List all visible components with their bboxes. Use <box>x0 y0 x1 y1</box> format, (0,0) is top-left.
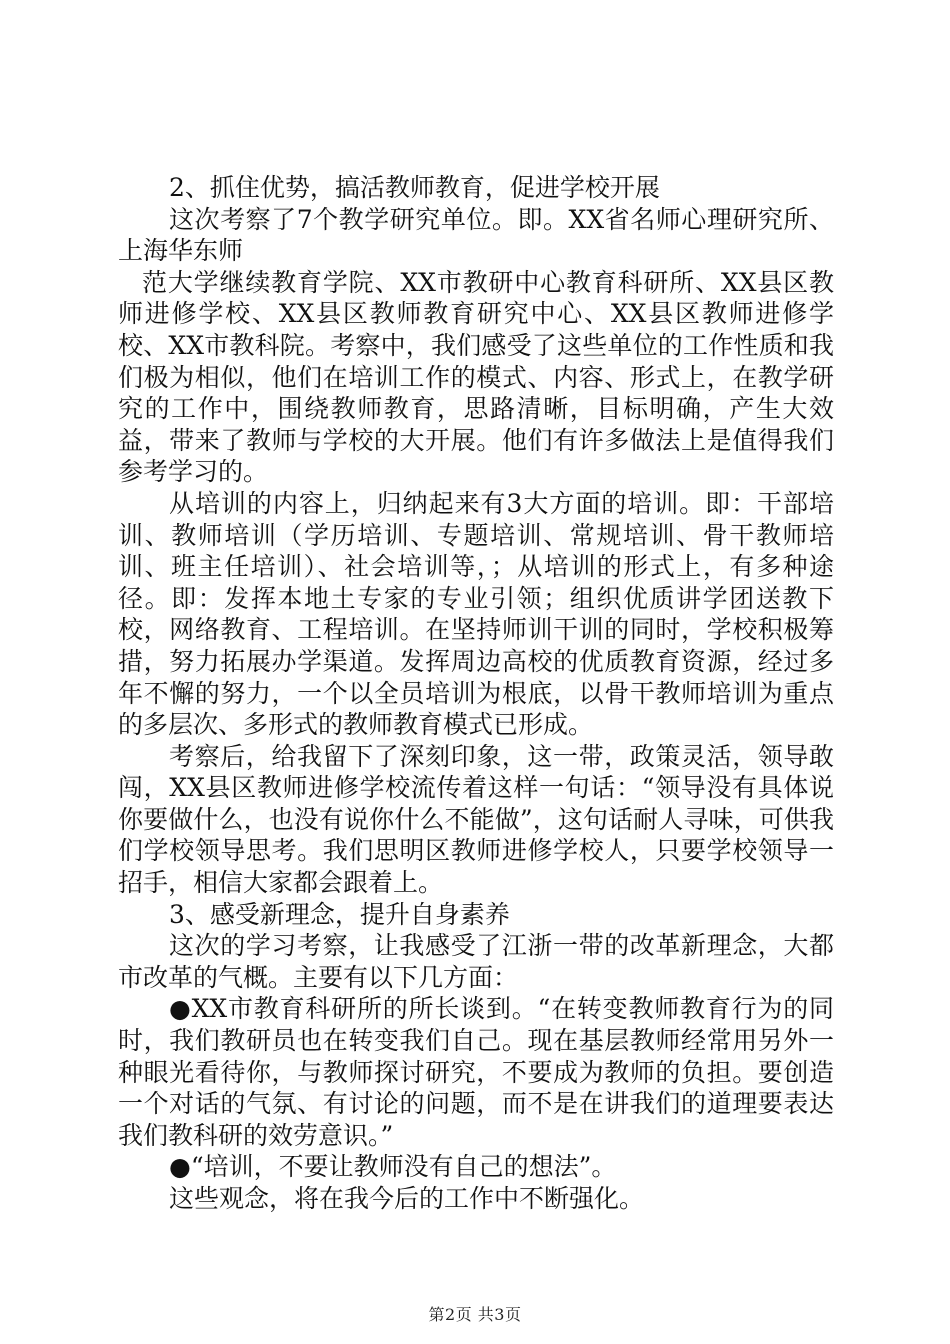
paragraph-2: 从培训的内容上，归纳起来有3大方面的培训。即：干部培训、教师培训（学历培训、专题培训、常规培训、骨干教师培训、班主任培训）、社会培训等，；从培训的形式上，有多种途径。即：发挥本地土专家的专业引领；组织优质讲学团送教下校，网络教育、工程培训。在坚持师训干训的同时，学校积极筹措，努力拓展办学渠道。发挥周边高校的优质教育资源，经过多年不懈的努力，一个以全员培训为根底，以骨干教师培训为重点的多层次、多形式的教师教育模式已形成。 <box>118 488 834 740</box>
paragraph-1a: 这次考察了7个教学研究单位。即。XX省名师心理研究所、上海华东师 <box>118 204 834 266</box>
paragraph-4: 这次的学习考察，让我感受了江浙一带的改革新理念，大都市改革的气概。主要有以下几方面： <box>118 931 834 992</box>
page-footer <box>0 1302 950 1325</box>
page-number: 第2页 共3页 <box>428 1305 522 1324</box>
paragraph-5: 这些观念，将在我今后的工作中不断强化。 <box>169 1184 645 1213</box>
bullet-paragraph-1: ●XX市教育科研所的所长谈到。“在转变教师教育行为的同时，我们教研员也在转变我们自己。现在基层教师经常用另外一种眼光看待你，与教师探讨研究，不要成为教师的负担。要创造一个对话的气氛、有讨论的问题，而不是在讲我们的道理要表达我们教科研的效劳意识。” <box>118 994 834 1150</box>
document-body <box>118 172 834 1215</box>
paragraph-1b: 范大学继续教育学院、XX市教研中心教育科研所、XX县区教师进修学校、XX县区教师教育研究中心、XX县区教师进修学校、XX市教科院。考察中，我们感受了这些单位的工作性质和我们极为相似，他们在培训工作的模式、内容、形式上，在教学研究的工作中，围绕教师教育，思路清晰，目标明确，产生大效益，带来了教师与学校的大开展。他们有许多做法上是值得我们参考学习的。 <box>118 267 834 487</box>
section-2-heading: 2、抓住优势，搞活教师教育，促进学校开展 <box>169 173 660 202</box>
section-3-heading: 3、感受新理念，提升自身素养 <box>169 899 510 929</box>
paragraph-3: 考察后，给我留下了深刻印象，这一带，政策灵活，领导敢闯，XX县区教师进修学校流传着这样一句话：“领导没有具体说你要做什么，也没有说你什么不能做”，这句话耐人寻味，可供我们学校领导思考。我们思明区教师进修学校人，只要学校领导一招手，相信大家都会跟着上。 <box>118 741 834 898</box>
bullet-paragraph-2: ●“培训，不要让教师没有自己的想法”。 <box>169 1152 617 1182</box>
